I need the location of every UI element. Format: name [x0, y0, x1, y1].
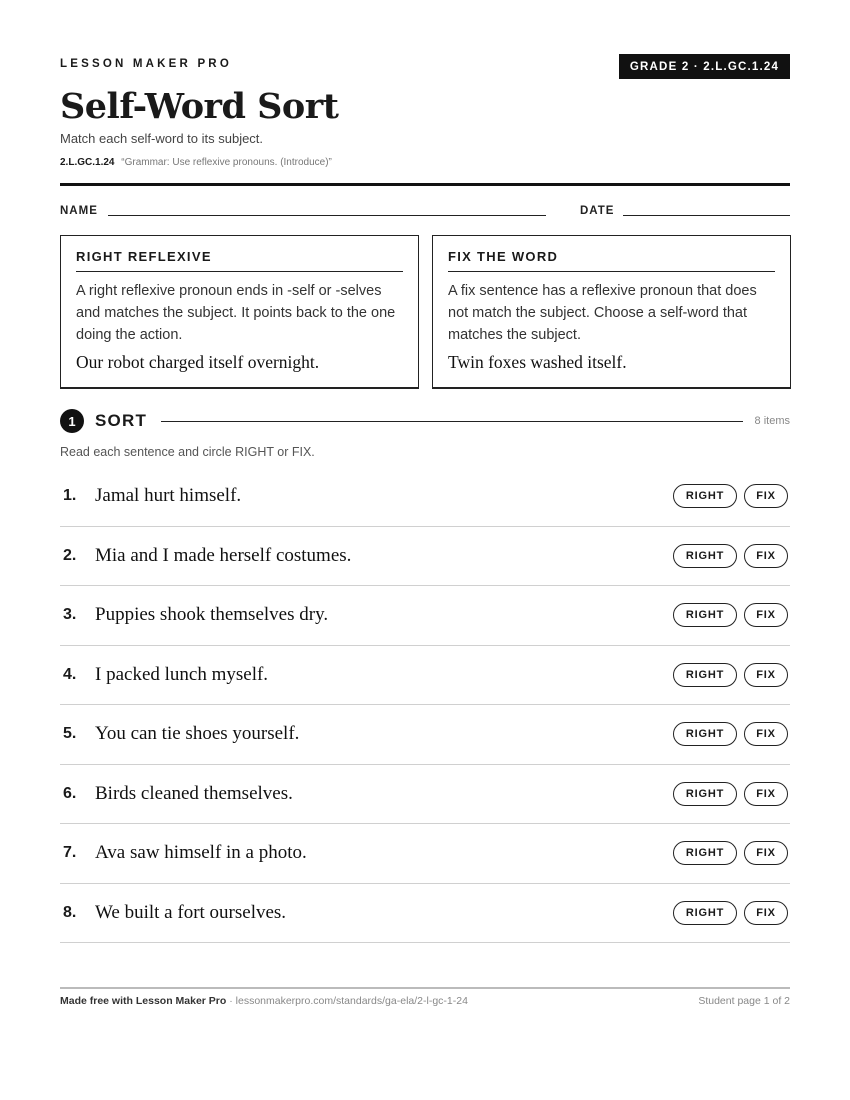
list-item: [60, 765, 790, 825]
page-title: Self-Word Sort: [60, 86, 339, 127]
item-number: 1.: [63, 487, 77, 505]
item-sentence: Mia and I made herself costumes.: [95, 544, 352, 566]
item-sentence: Birds cleaned themselves.: [95, 782, 293, 804]
right-choice-button[interactable]: RIGHT: [673, 484, 737, 508]
fix-choice-button[interactable]: FIX: [744, 841, 788, 865]
item-number: 5.: [63, 725, 77, 743]
fix-choice-button[interactable]: FIX: [744, 544, 788, 568]
right-choice-button[interactable]: RIGHT: [673, 782, 737, 806]
right-reflexive-card: [60, 235, 419, 389]
list-item: [60, 527, 790, 587]
list-item: [60, 467, 790, 527]
card-example: Twin foxes washed itself.: [448, 352, 627, 372]
right-choice-button[interactable]: RIGHT: [673, 603, 737, 627]
footer-credit: [60, 995, 468, 1007]
standard-code: 2.L.GC.1.24: [60, 157, 115, 168]
item-sentence: You can tie shoes yourself.: [95, 723, 300, 745]
footer-page-number: Student page 1 of 2: [698, 995, 790, 1007]
list-item: [60, 586, 790, 646]
list-item: [60, 824, 790, 884]
fix-choice-button[interactable]: FIX: [744, 484, 788, 508]
list-item: [60, 646, 790, 706]
section-title: SORT: [95, 411, 148, 430]
page-subtitle: Match each self-word to its subject.: [60, 131, 264, 146]
name-field[interactable]: [108, 215, 546, 216]
item-sentence: We built a fort ourselves.: [95, 901, 287, 923]
section-instructions: Read each sentence and circle RIGHT or FIX.: [60, 445, 315, 459]
standard-line: [60, 157, 332, 168]
section-header: [60, 409, 790, 433]
standard-description: “Grammar: Use reflexive pronouns. (Introduce)”: [121, 157, 332, 168]
grade-badge: GRADE 2 · 2.L.GC.1.24: [619, 54, 790, 79]
sort-item-list: [60, 467, 790, 943]
fix-choice-button[interactable]: FIX: [744, 603, 788, 627]
date-label: DATE: [580, 205, 615, 217]
card-body: A fix sentence has a reflexive pronoun that does not match the subject. Choose a self-word that matches the subject.: [448, 283, 757, 343]
right-choice-button[interactable]: RIGHT: [673, 544, 737, 568]
footer-made-with: Made free with Lesson Maker Pro: [60, 995, 227, 1007]
card-title: RIGHT REFLEXIVE: [76, 249, 403, 272]
name-label: NAME: [60, 205, 98, 217]
fix-choice-button[interactable]: FIX: [744, 901, 788, 925]
item-sentence: Jamal hurt himself.: [95, 485, 242, 507]
brand-name: LESSON MAKER PRO: [60, 58, 232, 70]
date-field[interactable]: [623, 215, 790, 216]
item-sentence: Ava saw himself in a photo.: [95, 842, 307, 864]
footer-divider: [60, 987, 790, 989]
card-body: A right reflexive pronoun ends in -self or -selves and matches the subject. It points back to the one doing the action.: [76, 283, 396, 343]
fix-choice-button[interactable]: FIX: [744, 722, 788, 746]
fix-choice-button[interactable]: FIX: [744, 782, 788, 806]
item-number: 7.: [63, 844, 77, 862]
item-sentence: I packed lunch myself.: [95, 663, 269, 685]
right-choice-button[interactable]: RIGHT: [673, 841, 737, 865]
card-title: FIX THE WORD: [448, 249, 775, 272]
item-sentence: Puppies shook themselves dry.: [95, 604, 329, 626]
list-item: [60, 884, 790, 944]
right-choice-button[interactable]: RIGHT: [673, 663, 737, 687]
fix-choice-button[interactable]: FIX: [744, 663, 788, 687]
card-example: Our robot charged itself overnight.: [76, 352, 320, 372]
section-number-badge: 1: [60, 409, 84, 433]
fix-the-word-card: [432, 235, 791, 389]
section-divider: [161, 421, 743, 422]
right-choice-button[interactable]: RIGHT: [673, 722, 737, 746]
item-number: 8.: [63, 903, 77, 921]
item-count: 8 items: [754, 415, 790, 427]
item-number: 6.: [63, 784, 77, 802]
item-number: 2.: [63, 546, 77, 564]
right-choice-button[interactable]: RIGHT: [673, 901, 737, 925]
footer-url[interactable]: · lessonmakerpro.com/standards/ga-ela/2-l-gc-1-24: [229, 995, 468, 1007]
list-item: [60, 705, 790, 765]
header-divider: [60, 183, 790, 186]
item-number: 3.: [63, 606, 77, 624]
item-number: 4.: [63, 665, 77, 683]
